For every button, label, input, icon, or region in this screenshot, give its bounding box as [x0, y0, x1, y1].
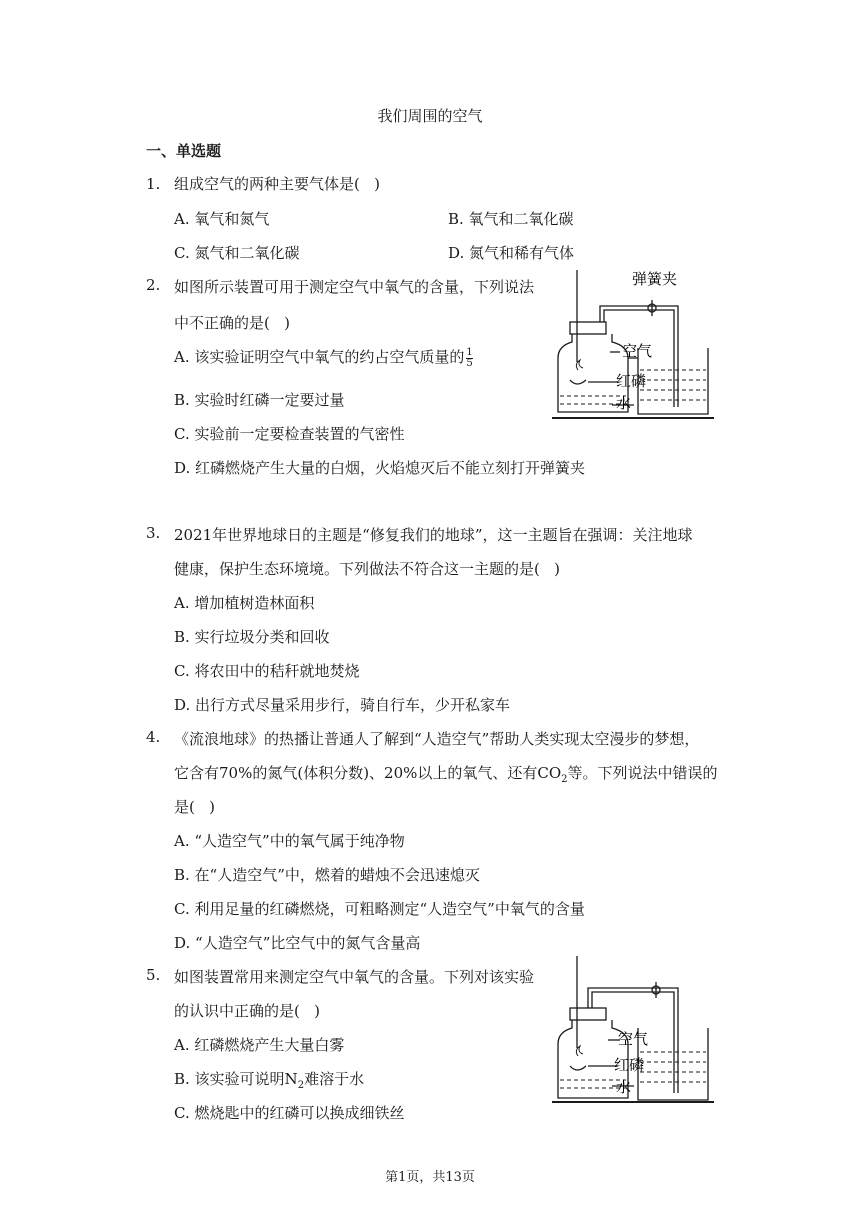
question-5-option-b-b: 难溶于水 — [304, 1070, 365, 1088]
label-air: 空气 — [618, 1030, 649, 1048]
question-5-option-b-a: B. 该实验可说明N — [174, 1070, 298, 1088]
page-footer: 第1页，共13页 — [385, 1170, 475, 1185]
fraction — [466, 348, 472, 369]
label-red-phosphorus: 红磷 — [614, 1056, 645, 1074]
section-heading: 一、单选题 — [146, 142, 222, 160]
fraction-denominator: 5 — [466, 357, 473, 369]
question-3-option-a: A. 增加植树造林面积 — [174, 594, 315, 612]
question-2-option-d: D. 红磷燃烧产生大量的白烟，火焰熄灭后不能立刻打开弹簧夹 — [174, 459, 586, 477]
question-5-option-a: A. 红磷燃烧产生大量白雾 — [174, 1036, 345, 1054]
option-a-text: A. 该实验证明空气中氧气的约占空气质量的 — [174, 348, 465, 366]
question-2-option-a — [174, 346, 473, 369]
question-2-option-c: C. 实验前一定要检查装置的气密性 — [174, 425, 405, 443]
apparatus-figure-1 — [548, 262, 718, 422]
question-3-option-b: B. 实行垃圾分类和回收 — [174, 628, 330, 646]
beaker — [638, 1028, 708, 1100]
question-3-option-c: C. 将农田中的秸秆就地焚烧 — [174, 662, 360, 680]
question-1-number: 1. — [146, 175, 161, 193]
question-4-text-line2-b: 等。下列说法中错误的 — [567, 764, 718, 782]
question-5-option-c: C. 燃烧匙中的红磷可以换成细铁丝 — [174, 1104, 405, 1122]
question-1-option-c: C. 氮气和二氧化碳 — [174, 244, 300, 262]
spoon-bowl — [570, 380, 586, 384]
question-4-text-line2-a: 它含有70%的氮气(体积分数)、20%以上的氧气、还有CO — [174, 764, 562, 782]
label-water: 水 — [616, 1078, 632, 1096]
apparatus-figure-2 — [548, 952, 718, 1108]
question-1-option-b: B. 氧气和二氧化碳 — [448, 210, 574, 228]
question-4-option-c: C. 利用足量的红磷燃烧，可粗略测定“人造空气”中氧气的含量 — [174, 900, 585, 918]
question-5-number: 5. — [146, 966, 161, 984]
question-4-text-line3: 是( ) — [174, 798, 216, 816]
question-2-text-line2: 中不正确的是( ) — [174, 314, 291, 332]
question-1-text: 组成空气的两种主要气体是( ) — [174, 175, 381, 193]
question-4-text-line1: 《流浪地球》的热播让普通人了解到“人造空气”帮助人类实现太空漫步的梦想， — [174, 730, 700, 748]
subscript: 2 — [297, 1080, 305, 1091]
question-3-text-line2: 健康，保护生态环境境。下列做法不符合这一主题的是( ) — [174, 560, 561, 578]
question-4-option-a: A. “人造空气”中的氧气属于纯净物 — [174, 832, 405, 850]
question-2-option-b: B. 实验时红磷一定要过量 — [174, 391, 345, 409]
page-title: 我们周围的空气 — [377, 107, 483, 125]
question-3-option-d: D. 出行方式尽量采用步行，骑自行车，少开私家车 — [174, 696, 511, 714]
question-3-text-line1: 2021年世界地球日的主题是“修复我们的地球”，这一主题旨在强调：关注地球 — [174, 526, 693, 544]
question-4-option-b: B. 在“人造空气”中，燃着的蜡烛不会迅速熄灭 — [174, 866, 480, 884]
question-4-number: 4. — [146, 728, 161, 746]
label-spring-clip: 弹簧夹 — [632, 270, 678, 288]
question-2-text-line1: 如图所示装置可用于测定空气中氧气的含量，下列说法 — [174, 278, 535, 296]
question-5-text-line2: 的认识中正确的是( ) — [174, 1002, 321, 1020]
label-air: 空气 — [622, 342, 653, 360]
stopper — [570, 1008, 606, 1020]
question-5-text-line1: 如图装置常用来测定空气中氧气的含量。下列对该实验 — [174, 968, 535, 986]
question-4-text-line2 — [174, 762, 718, 785]
subscript: 2 — [561, 774, 568, 785]
spoon-bowl — [570, 1066, 586, 1070]
question-3-number: 3. — [146, 524, 161, 542]
question-4-option-d: D. “人造空气”比空气中的氮气含量高 — [174, 934, 421, 952]
label-water: 水 — [616, 394, 632, 412]
fraction-numerator: 1 — [466, 346, 473, 358]
question-5-option-b — [174, 1068, 364, 1091]
label-red-phosphorus: 红磷 — [616, 372, 647, 390]
stopper — [570, 322, 606, 334]
question-1-option-d: D. 氮气和稀有气体 — [448, 244, 575, 262]
question-1-option-a: A. 氧气和氮气 — [174, 210, 270, 228]
question-2-number: 2. — [146, 276, 161, 294]
